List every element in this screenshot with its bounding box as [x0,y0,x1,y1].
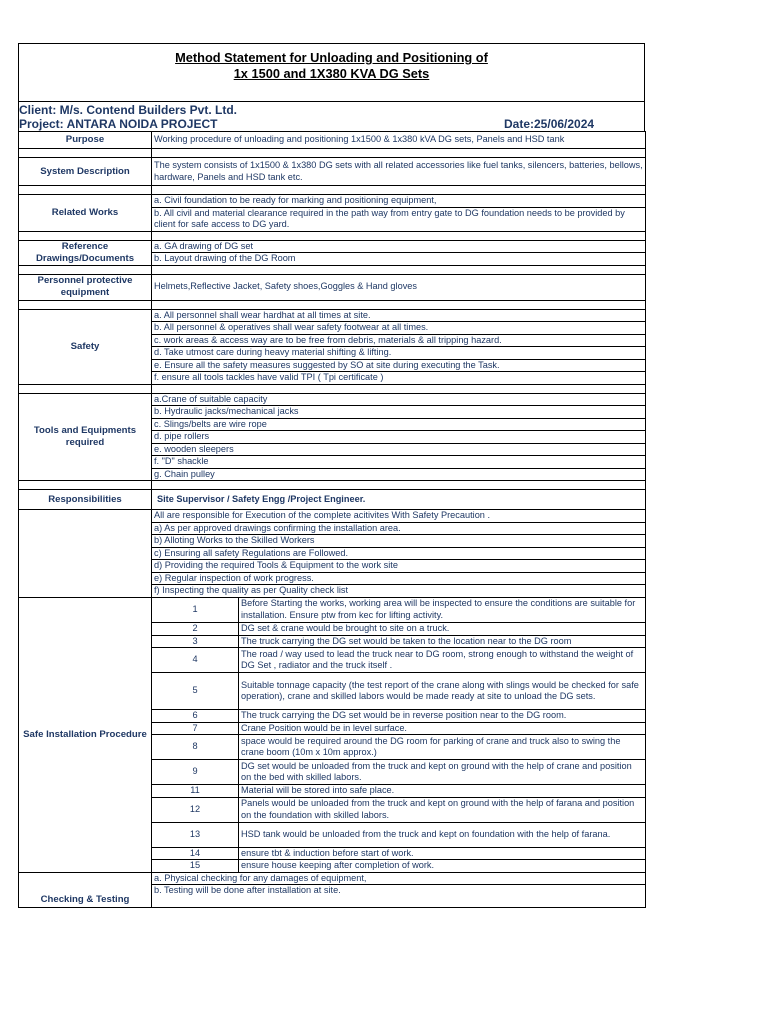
step-number: 2 [152,623,239,636]
ppe-text: Helmets,Reflective Jacket, Safety shoes,Goggles & Hand gloves [152,274,646,300]
procedure-steps [152,598,645,872]
purpose-row [19,132,646,149]
checking-row [19,872,646,907]
purpose-label: Purpose [19,132,152,149]
project-name: Project: ANTARA NOIDA PROJECT [19,117,218,131]
list-item: d. Take utmost care during heavy material shifting & lifting. [152,347,645,360]
list-item: b) Alloting Works to the Skilled Workers [152,535,645,548]
step-text: DG set & crane would be brought to site on a truck. [239,623,646,636]
checking-list [152,873,645,907]
step-number: 8 [152,735,239,760]
responsibilities-label: Responsibilities [19,490,152,510]
step-number: 4 [152,648,239,673]
list-item: b. All personnel & operatives shall wear safety footwear at all times. [152,322,645,335]
responsibilities-row [19,490,646,510]
step-number: 14 [152,847,239,860]
step-number: 6 [152,710,239,723]
list-item: b. Testing will be done after installation at site. [154,885,341,895]
step-text: Crane Position would be in level surface. [239,722,646,735]
step-text: Suitable tonnage capacity (the test report of the crane along with slings would be checked for safe operation), crane and skilled labors would be made ready at site to unload the DG sets. [239,673,646,710]
procedure-row [19,597,646,872]
checking-label: Checking & Testing [19,872,152,907]
list-item: All are responsible for Execution of the complete acitivites With Safety Precaution . [152,510,645,522]
document-date: Date:25/06/2024 [504,117,595,131]
reference-label: Reference Drawings/Documents [19,240,152,265]
step-number: 13 [152,822,239,847]
system-description-row [19,158,646,186]
step-text: ensure house keeping after completion of work. [241,860,435,870]
step-number: 15 [152,860,239,872]
step-text: Before Starting the works, working area will be inspected to ensure the conditions are suitable for installation. Ensure ptw from kec for lifting activity. [239,598,646,623]
client-header [18,101,645,131]
ppe-row [19,274,646,300]
procedure-label: Safe Installation Procedure [19,597,152,872]
step-text: Material will be stored into safe place. [239,785,646,798]
step-text: space would be required around the DG room for parking of crane and truck also to swing the crane boom (10m x 10m approx.) [239,735,646,760]
step-number: 1 [152,598,239,623]
related-works-label: Related Works [19,195,152,232]
list-item: a. Physical checking for any damages of equipment, [152,873,645,885]
step-text: DG set would be unloaded from the truck and kept on ground with the help of crane and position on the bed with skilled labors. [239,760,646,785]
list-item: f) Inspecting the quality as per Quality check list [154,585,349,595]
list-item: e) Regular inspection of work progress. [152,572,645,585]
reference-row [19,240,646,265]
system-description-text: The system consists of 1x1500 & 1x380 DG sets with all related accessories like fuel tanks, silencers, batteries, bellows, hardware, Panels and HSD tank etc. [152,158,646,186]
ppe-label: Personnel protective equipment [19,274,152,300]
step-text: The truck carrying the DG set would be taken to the location near to the DG room [239,635,646,648]
reference-list [152,241,645,265]
document-title [18,43,645,101]
list-item: a. GA drawing of DG set [152,241,645,253]
method-table [18,131,646,908]
list-item: b. Hydraulic jacks/mechanical jacks [152,406,645,419]
list-item: e. Ensure all the safety measures suggested by SO at site during executing the Task. [152,359,645,372]
step-number: 12 [152,797,239,822]
list-item: g. Chain pulley [154,468,215,479]
system-description-label: System Description [19,158,152,186]
list-item: c. work areas & access way are to be free from debris, materials & all tripping hazard. [152,334,645,347]
step-text: Panels would be unloaded from the truck and kept on ground with the help of farana and position on the foundation with skilled labors. [239,797,646,822]
responsibilities-list [152,510,645,597]
list-item: b. All civil and material clearance required in the path way from entry gate to DG foundation needs to be provided by client for safe access to DG yard. [154,207,625,229]
tools-row [19,393,646,481]
related-works-row [19,195,646,232]
list-item: e. wooden sleepers [152,443,645,456]
safety-row [19,309,646,384]
method-statement-sheet [18,43,645,908]
list-item: b. Layout drawing of the DG Room [154,253,296,263]
list-item: d. pipe rollers [152,431,645,444]
list-item: f. "D" shackle [152,456,645,469]
step-text: The truck carrying the DG set would be in reverse position near to the DG room. [239,710,646,723]
list-item: c) Ensuring all safety Regulations are Followed. [152,547,645,560]
step-number: 3 [152,635,239,648]
safety-list [152,310,645,384]
step-text: HSD tank would be unloaded from the truck and kept on foundation with the help of farana. [239,822,646,847]
list-item: d) Providing the required Tools & Equipment to the work site [152,560,645,573]
list-item: a. Civil foundation to be ready for marking and positioning equipment, [152,195,645,207]
step-text: The road / way used to lead the truck near to DG room, strong enough to withstand the weight of DG Set , radiator and the truck itself . [239,648,646,673]
list-item: a.Crane of suitable capacity [152,394,645,406]
list-item: f. ensure all tools tackles have valid TPI ( Tpi certificate ) [154,372,384,382]
list-item: c. Slings/belts are wire rope [152,418,645,431]
list-item: a) As per approved drawings confirming the installation area. [152,522,645,535]
client-name: Client: M/s. Contend Builders Pvt. Ltd. [19,103,238,117]
title-line-1: Method Statement for Unloading and Positioning of [175,50,488,65]
list-item: a. All personnel shall wear hardhat at all times at site. [152,310,645,322]
step-text: ensure tbt & induction before start of work. [239,847,646,860]
safety-label: Safety [19,309,152,384]
step-number: 5 [152,673,239,710]
tools-list [152,394,645,481]
purpose-text: Working procedure of unloading and positioning 1x1500 & 1x380 kVA DG sets, Panels and HSD tank [152,132,646,149]
related-works-list [152,195,645,231]
title-line-2: 1x 1500 and 1X380 KVA DG Sets [233,66,430,81]
step-number: 11 [152,785,239,798]
responsibilities-detail-row [19,510,646,598]
step-number: 7 [152,722,239,735]
tools-label: Tools and Equipments required [19,393,152,481]
step-number: 9 [152,760,239,785]
responsibilities-text: Site Supervisor / Safety Engg /Project Engineer. [152,490,646,510]
